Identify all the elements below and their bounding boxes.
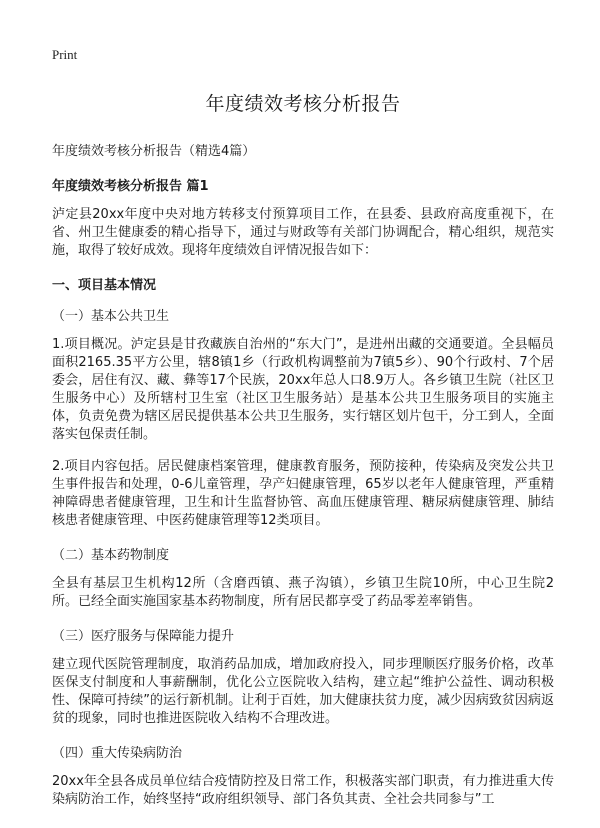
subsection-2-paragraph-1: 全县有基层卫生机构12所（含磨西镇、燕子沟镇），乡镇卫生院10所，中心卫生院2所。已经全面实施国家基本药物制度，所有居民都享受了药品零差率销售。: [52, 576, 554, 609]
subsection-4-paragraph-1: 20xx年全县各成员单位结合疫情防控及日常工作，积极落实部门职责，有力推进重大传染病防治工作，始终坚持“政府组织领导、部门各负其责、全社会共同参与”工: [52, 774, 554, 807]
subsection-heading-2: （二）基本药物制度: [52, 548, 170, 563]
document-subtitle: 年度绩效考核分析报告（精选4篇）: [52, 144, 256, 159]
article-heading: 年度绩效考核分析报告 篇1: [52, 179, 209, 194]
subsection-heading-4: （四）重大传染病防治: [52, 746, 183, 761]
subsection-1-paragraph-2: 2.项目内容包括。居民健康档案管理，健康教育服务，预防接种，传染病及突发公共卫生事件报告和处理，0-6儿童管理，孕产妇健康管理，65岁以老年人健康管理，严重精神障碍患者健康管理，卫生和计生监督协管、高血压健康管理、糖尿病健康管理、肺结核患者健康管理、中医药健康管理等12类项目。: [52, 459, 554, 528]
section-heading-1: 一、项目基本情况: [52, 278, 157, 293]
print-link[interactable]: Print: [52, 47, 78, 62]
subsection-heading-3: （三）医疗服务与保障能力提升: [52, 629, 235, 644]
intro-paragraph: 泸定县20xx年度中央对地方转移支付预算项目工作，在县委、县政府高度重视下，在省、州卫生健康委的精心指导下，通过与财政等有关部门协调配合，精心组织，规范实施，取得了较好成效。现将年度绩效自评情况报告如下：: [52, 207, 554, 258]
subsection-heading-1: （一）基本公共卫生: [52, 309, 170, 324]
document-title: 年度绩效考核分析报告: [205, 93, 401, 115]
subsection-3-paragraph-1: 建立现代医院管理制度，取消药品加成，增加政府投入，同步理顺医疗服务价格，改革医保支付制度和人事薪酬制，优化公立医院收入结构，建立起“维护公益性、调动积极性、保障可持续”的运行新机制。让利于百姓，加大健康扶贫力度，减少因病致贫因病返贫的现象，同时也推进医院收入结构不合理改进。: [52, 657, 554, 726]
subsection-1-paragraph-1: 1.项目概况。泸定县是甘孜藏族自治州的“东大门”，是进州出藏的交通要道。全县幅员面积2165.35平方公里，辖8镇1乡（行政机构调整前为7镇5乡）、90个行政村、7个居委会，居住有汉、藏、彝等17个民族，20xx年总人口8.9万人。各乡镇卫生院（社区卫生服务中心）及所辖村卫生室（社区卫生服务站）是基本公共卫生服务项目的实施主体，负责免费为辖区居民提供基本公共卫生服务，实行辖区划片包干，分工到人，全面落实包保责任制。: [52, 337, 554, 442]
